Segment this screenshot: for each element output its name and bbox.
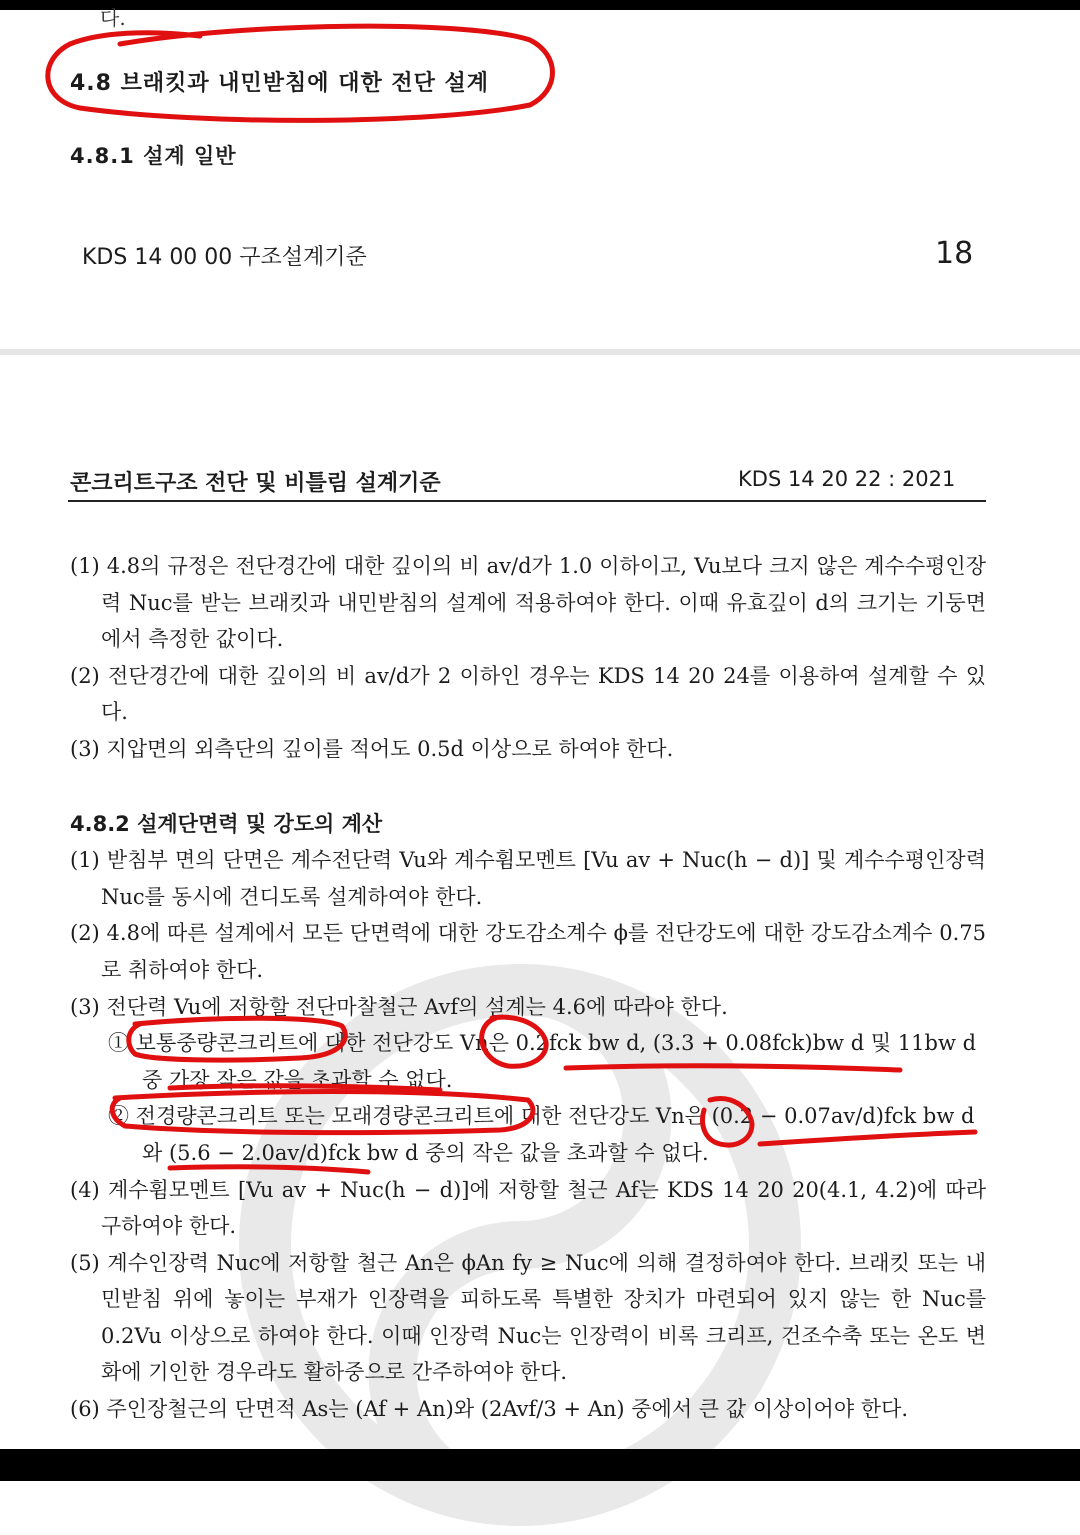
section2-title: 4.8.2 설계단면력 및 강도의 계산 bbox=[70, 811, 383, 836]
calc-item-1: (1) 받침부 면의 단면은 계수전단력 Vu와 계수휨모멘트 [Vu av + Nuc(h − d)] 및 계수수평인장력 Nuc를 동시에 견디도록 설계하여야 한다. bbox=[70, 848, 986, 909]
calc-item-4: (4) 계수휨모멘트 [Vu av + Nuc(h − d)]에 저항할 철근 Af는 KDS 14 20 20(4.1, 4.2)에 따라 구하여야 한다. bbox=[70, 1177, 986, 1239]
running-header-title: 콘크리트구조 전단 및 비틀림 설계기준 bbox=[70, 471, 441, 496]
calc-item-3: (3) 전단력 Vu에 저항할 전단마찰철근 Avf의 설계는 4.6에 따라야 한다. bbox=[70, 994, 728, 1019]
document-body bbox=[70, 548, 986, 1428]
calc-item-2: (2) 4.8에 따른 설계에서 모든 단면력에 대한 강도감소계수 ϕ를 전단강도에 대한 강도감소계수 0.75로 취하여야 한다. bbox=[70, 921, 986, 982]
header-rule bbox=[68, 500, 986, 502]
general-item-3: (3) 지압면의 외측단의 깊이를 적어도 0.5d 이상으로 하여야 한다. bbox=[70, 736, 674, 761]
footer-document-id: KDS 14 00 00 구조설계기준 bbox=[82, 245, 367, 270]
running-header-code: KDS 14 20 22 : 2021 bbox=[738, 467, 956, 491]
general-item-1: (1) 4.8의 규정은 전단경간에 대한 깊이의 비 av/d가 1.0 이하이고, Vu보다 크지 않은 계수수평인장력 Nuc를 받는 브래킷과 내민받침의 설계에 적용하여야 한다. 이때 유효깊이 d의 크기는 기둥면에서 측정한 값이다. bbox=[70, 554, 986, 652]
bottom-black-bar bbox=[0, 1449, 1080, 1481]
calc-sub-item-2: ② 전경량콘크리트 또는 모래경량콘크리트에 대한 전단강도 Vn은 (0.2 − 0.07av/d)fck bw d와 (5.6 − 2.0av/d)fck bw d 중의 작은 값을 초과할 수 없다. bbox=[108, 1104, 975, 1165]
top-black-bar bbox=[0, 0, 1080, 10]
calc-sub-item-1: ① 보통중량콘크리트에 대한 전단강도 Vn은 0.2fck bw d, (3.3 + 0.08fck)bw d 및 11bw d 중 가장 작은 값을 초과할 수 없다. bbox=[108, 1031, 977, 1092]
footer-page-number: 18 bbox=[935, 236, 974, 271]
general-item-2: (2) 전단경간에 대한 깊이의 비 av/d가 2 이하인 경우는 KDS 14 20 24를 이용하여 설계할 수 있다. bbox=[70, 663, 986, 725]
section-title: 4.8 브래킷과 내민받침에 대한 전단 설계 bbox=[70, 71, 490, 96]
subsection-title: 4.8.1 설계 일반 bbox=[70, 144, 237, 168]
calc-item-5: (5) 계수인장력 Nuc에 저항할 철근 An은 ϕAn fy ≥ Nuc에 의해 결정하여야 한다. 브래킷 또는 내민받침 위에 놓이는 부재가 인장력을 피하도록 특별한 장치가 마련되어 있지 않는 한 Nuc를 0.2Vu 이상으로 하여야 한다. 이때 인장력 Nuc는 인장력이 비록 크리프, 건조수축 또는 온도 변화에 기인한 경우라도 활하중으로 간주하여야 한다. bbox=[70, 1250, 986, 1385]
cutoff-text: 다. bbox=[100, 6, 126, 30]
calc-item-6: (6) 주인장철근의 단면적 As는 (Af + An)와 (2Avf/3 + An) 중에서 큰 값 이상이어야 한다. bbox=[70, 1397, 909, 1422]
page-separator bbox=[0, 349, 1080, 355]
